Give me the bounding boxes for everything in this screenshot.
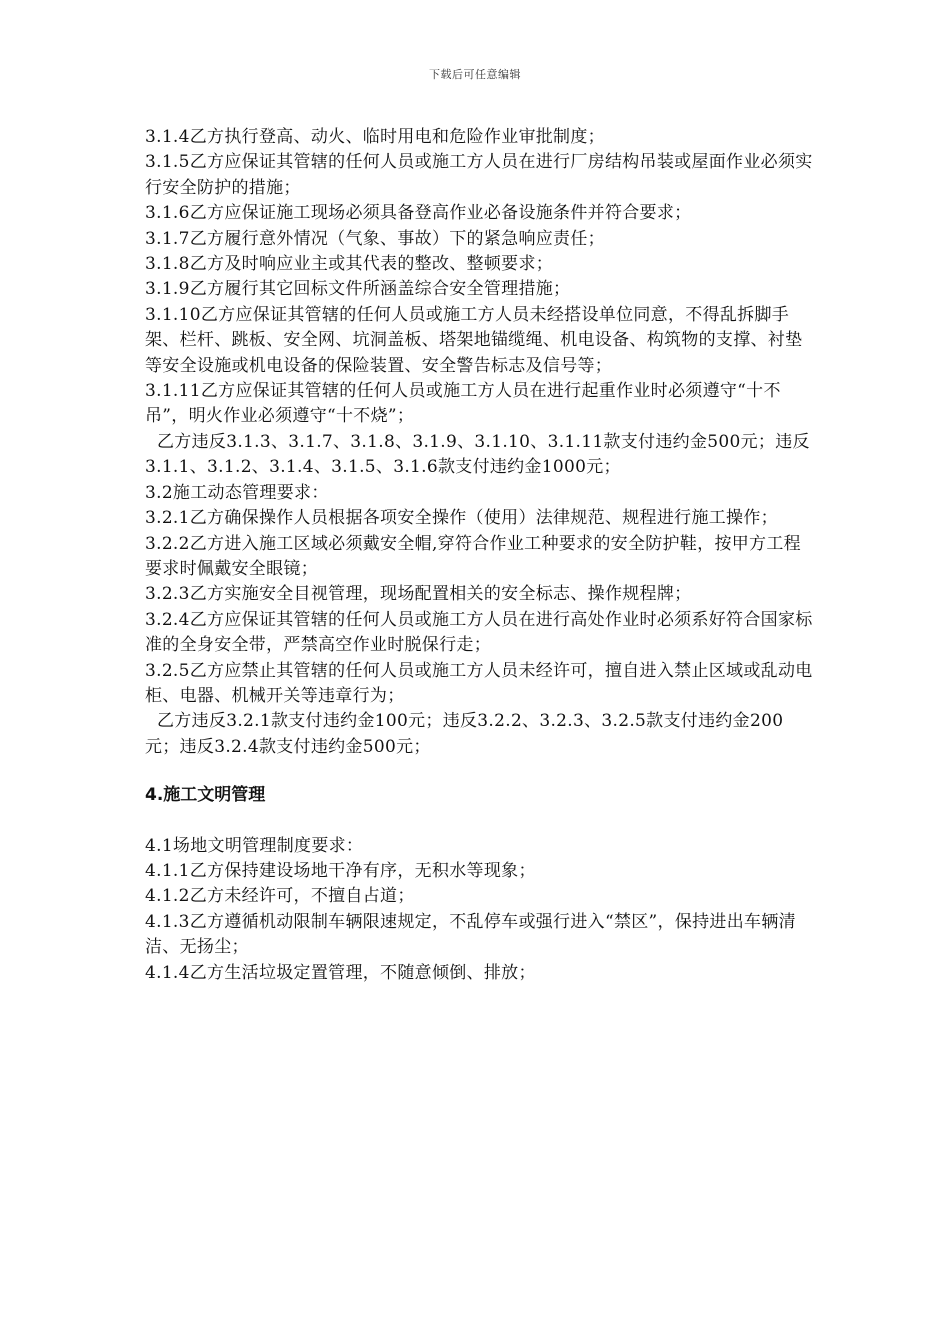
- header-note: 下载后可任意编辑: [429, 68, 521, 81]
- clause-3-2-4: 3.2.4乙方应保证其管辖的任何人员或施工方人员在进行高处作业时必须系好符合国家标准的全身安全带，严禁高空作业时脱保行走；: [145, 609, 813, 656]
- clause-3-1-6: 3.1.6乙方应保证施工现场必须具备登高作业必备设施条件并符合要求；: [145, 203, 692, 224]
- clause-4-1: 4.1场地文明管理制度要求：: [145, 835, 364, 856]
- penalty-3-1: 乙方违反3.1.3、3.1.7、3.1.8、3.1.9、3.1.10、3.1.11款支付违约金500元；违反3.1.1、3.1.2、3.1.4、3.1.5、3.1.6款支付违约金1000元；: [145, 431, 810, 478]
- penalty-3-2: 乙方违反3.2.1款支付违约金100元；违反3.2.2、3.2.3、3.2.5款支付违约金200元；违反3.2.4款支付违约金500元；: [145, 711, 784, 757]
- clause-3-1-9: 3.1.9乙方履行其它回标文件所涵盖综合安全管理措施；: [145, 279, 571, 300]
- clause-3-2-1: 3.2.1乙方确保操作人员根据各项安全操作（使用）法律规范、规程进行施工操作；: [145, 508, 778, 529]
- clause-3-2-3: 3.2.3乙方实施安全目视管理，现场配置相关的安全标志、操作规程牌；: [145, 584, 692, 605]
- clause-4-1-1: 4.1.1乙方保持建设场地干净有序，无积水等现象；: [145, 860, 536, 881]
- clause-3-2-2: 3.2.2乙方进入施工区域必须戴安全帽,穿符合作业工种要求的安全防护鞋，按甲方工程要求时佩戴安全眼镜；: [145, 533, 801, 579]
- clause-3-2-5: 3.2.5乙方应禁止其管辖的任何人员或施工方人员未经许可，擅自进入禁止区域或乱动电柜、电器、机械开关等违章行为；: [145, 660, 813, 706]
- clause-3-1-4: 3.1.4乙方执行登高、动火、临时用电和危险作业审批制度；: [145, 127, 605, 147]
- clause-3-2: 3.2施工动态管理要求：: [145, 482, 329, 503]
- spacer: [145, 809, 813, 834]
- clause-3-1-8: 3.1.8乙方及时响应业主或其代表的整改、整顿要求；: [145, 254, 554, 275]
- clause-4-1-3: 4.1.3乙方遵循机动限制车辆限速规定，不乱停车或强行进入“禁区”，保持进出车辆清洁、无扬尘；: [145, 911, 796, 958]
- document-body: [145, 125, 813, 986]
- clause-4-1-4: 4.1.4乙方生活垃圾定置管理，不随意倾倒、排放；: [145, 962, 536, 983]
- clause-4-1-2: 4.1.2乙方未经许可，不擅自占道；: [145, 886, 415, 907]
- spacer: [145, 760, 813, 783]
- section-4-heading: 4.施工文明管理: [145, 785, 266, 806]
- clause-3-1-11: 3.1.11乙方应保证其管辖的任何人员或施工方人员在进行起重作业时必须遵守“十不吊”，明火作业必须遵守“十不烧”；: [145, 381, 781, 427]
- clause-3-1-7: 3.1.7乙方履行意外情况（气象、事故）下的紧急响应责任；: [145, 228, 605, 249]
- clause-3-1-5: 3.1.5乙方应保证其管辖的任何人员或施工方人员在进行厂房结构吊装或屋面作业必须实行安全防护的措施；: [145, 152, 813, 198]
- clause-3-1-10: 3.1.10乙方应保证其管辖的任何人员或施工方人员未经搭设单位同意，不得乱拆脚手架、栏杆、跳板、安全网、坑洞盖板、塔架地锚缆绳、机电设备、构筑物的支撑、衬垫等安全设施或机电设备的保险装置、安全警告标志及信号等；: [145, 304, 803, 376]
